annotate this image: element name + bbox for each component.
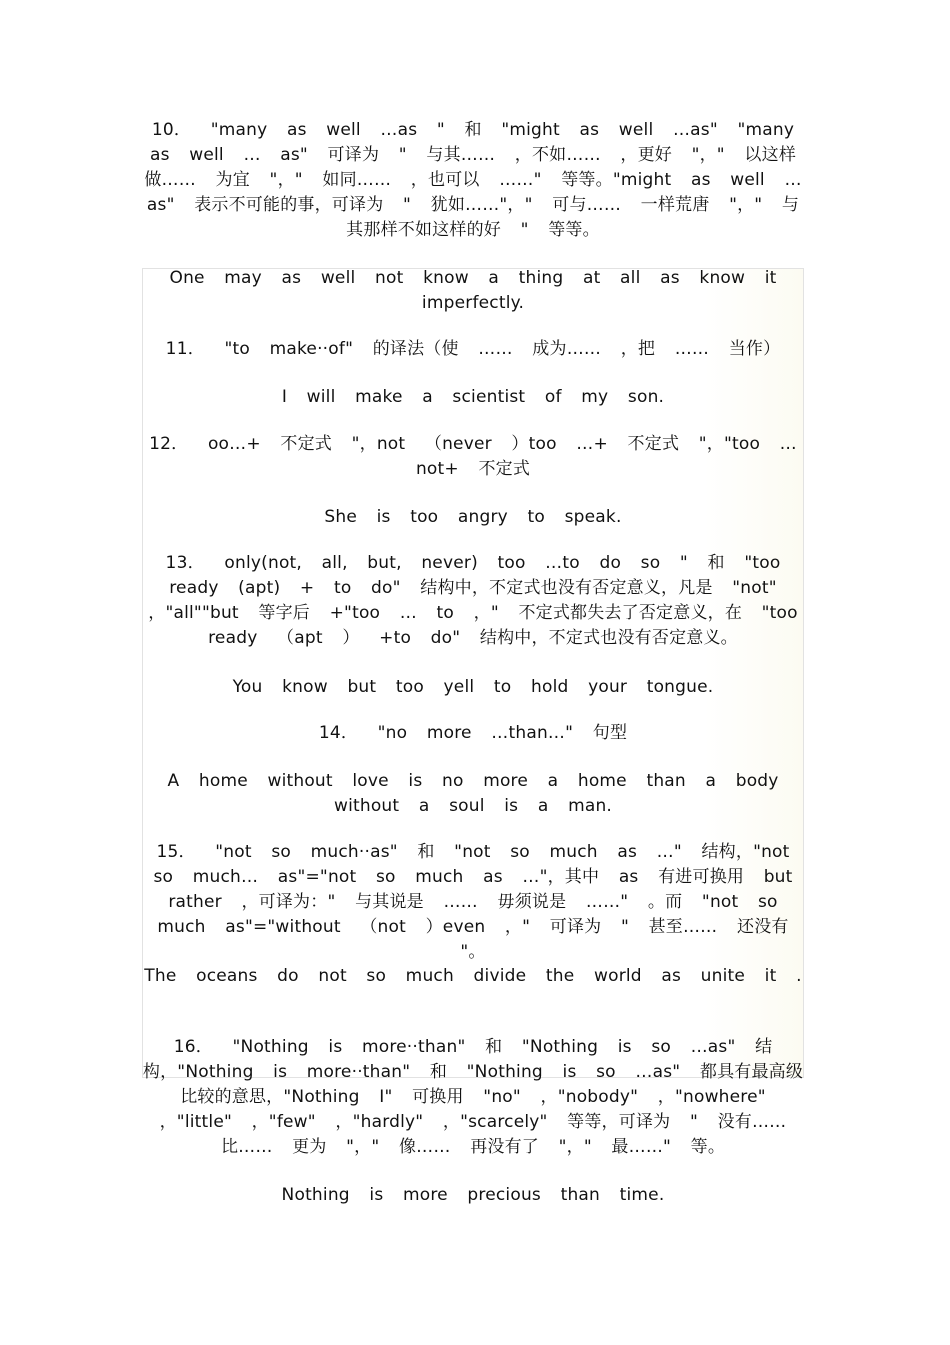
example-11: I will make a scientist of my son. [281, 387, 665, 407]
example-10: One may as well not know a thing at all as know it imperfectly. [169, 268, 777, 313]
example-14: A home without love is no more a home than a body without a soul is a man. [167, 771, 779, 816]
paragraph-13: 13． only(not, all, but, never) too …to do so " 和 "too ready (apt) + to do" 结构中，不定式也没有否定意义，凡是 "not" ，"all""but 等字后 +"too … to ，" 不定式都失去了否定意义，在 "too ready （apt ） +to do" 结构中，不定式也没有否定意义。 [148, 553, 798, 648]
example-13: You know but too yell to hold your tongue. [232, 677, 714, 697]
paragraph-14: 14． "no more …than…" 句型 [318, 723, 628, 743]
paragraph-15: 15． "not so much··as" 和 "not so much as …" 结构，"not so much… as"="not so much as …"，其中 as 有进可换用 but rather ，可译为：" 与其说是 …… 毋须说是 ……" 。而 "not so much as"="without （not ）even ，" 可译为 " 甚至…… 还没有 "。 [153, 842, 793, 962]
paragraph-12: 12． oo…+ 不定式 "，not （never ）too …+ 不定式 "，"too …not+ 不定式 [149, 434, 797, 479]
example-12: She is too angry to speak. [324, 507, 622, 527]
example-16: Nothing is more precious than time. [281, 1185, 665, 1205]
paragraph-16: 16． "Nothing is more··than" 和 "Nothing is so …as" 结构，"Nothing is more··than" 和 "Nothing is so …as" 都具有最高级比较的意思，"Nothing I" 可换用 "no" ，"nobody" ，"nowhere" ，"little" ，"few" ，"hardly" ，"scarcely" 等等，可译为 " 没有…… 比…… 更为 "，" 像…… 再没有了 "，" 最……" 等。 [142, 1037, 804, 1157]
example-15: The oceans do not so much divide the world as unite it . [144, 966, 802, 986]
paragraph-11: 11． "to make··of" 的译法（使 …… 成为…… ，把 …… 当作） [165, 339, 781, 359]
paragraph-10: 10． "many as well …as " 和 "might as well …as" "many as well … as" 可译为 " 与其…… ，不如…… ，更好 "，" 以这样做…… 为宜 "，" 如同…… ，也可以 ……" 等等。"might as well …as" 表示不可能的事，可译为 " 犹如……"，" 可与…… 一样荒唐 "，" 与其那样不如这样的好 " 等等。 [144, 120, 802, 240]
